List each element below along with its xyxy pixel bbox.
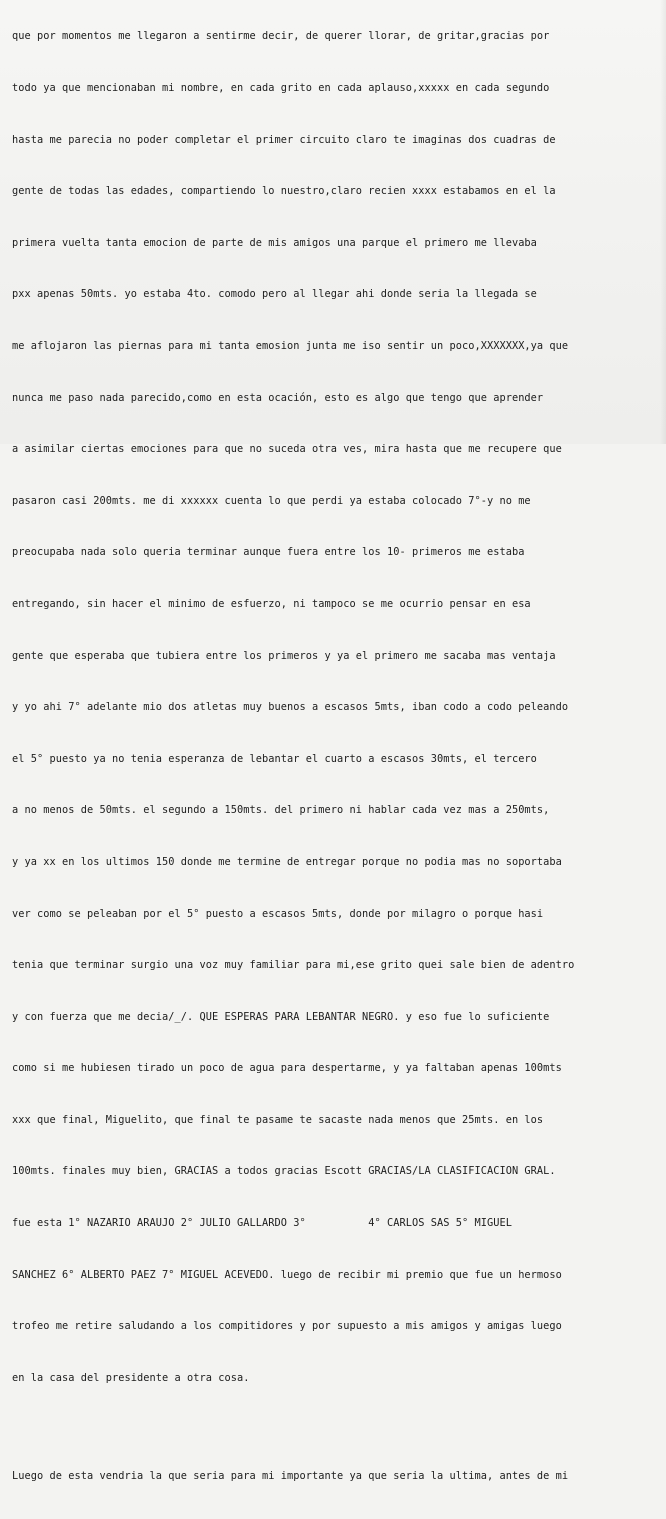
text-line: y yo ahi 7° adelante mio dos atletas muy buenos a escasos 5mts, iban codo a codo peleando <box>12 701 569 714</box>
text-line: y ya xx en los ultimos 150 donde me termine de entregar porque no podia mas no soportaba <box>12 855 562 868</box>
text-line: gente que esperaba que tubiera entre los primeros y ya el primero me sacaba mas ventaja <box>12 649 556 662</box>
text-line: pasaron casi 200mts. me di xxxxxx cuenta lo que perdi ya estaba colocado 7°-y no me <box>12 494 531 507</box>
text-line: Luego de esta vendria la que seria para mi importante ya que seria la ultima, antes de mi <box>12 1469 569 1482</box>
text-line: me aflojaron las piernas para mi tanta emosion junta me iso sentir un poco,XXXXXXX,ya que <box>12 339 569 352</box>
text-line: en la casa del presidente a otra cosa. <box>12 1371 250 1384</box>
text-line: que por momentos me llegaron a sentirme decir, de querer llorar, de gritar,gracias por <box>12 30 550 43</box>
text-line: como si me hubiesen tirado un poco de agua para despertarme, y ya faltaban apenas 100mts <box>12 1062 562 1075</box>
typewritten-text <box>12 0 662 1519</box>
text-line: trofeo me retire saludando a los compitidores y por supuesto a mis amigos y amigas luego <box>12 1320 562 1333</box>
text-line: y con fuerza que me decia/_/. QUE ESPERAS PARA LEBANTAR NEGRO. y eso fue lo suficiente <box>12 1010 550 1023</box>
text-line: ver como se peleaban por el 5° puesto a escasos 5mts, donde por milagro o porque hasi <box>12 907 544 920</box>
text-line: tenia que terminar surgio una voz muy familiar para mi,ese grito quei sale bien de adentro <box>12 959 575 972</box>
text-line: el 5° puesto ya no tenia esperanza de lebantar el cuarto a escasos 30mts, el tercero <box>12 752 537 765</box>
text-line: todo ya que mencionaban mi nombre, en cada grito en cada aplauso,xxxxx en cada segundo <box>12 82 550 94</box>
text-line: SANCHEZ 6° ALBERTO PAEZ 7° MIGUEL ACEVEDO. luego de recibir mi premio que fue un hermoso <box>12 1268 562 1281</box>
text-line: 100mts. finales muy bien, GRACIAS a todos gracias Escott GRACIAS/LA CLASIFICACION GRAL. <box>12 1165 556 1178</box>
paragraph-gap <box>12 1421 662 1433</box>
page-edge-shadow <box>660 0 666 444</box>
text-line: pxx apenas 50mts. yo estaba 4to. comodo pero al llegar ahi donde seria la llegada se <box>12 288 537 301</box>
text-line: gente de todas las edades, compartiendo lo nuestro,claro recien xxxx estabamos en el la <box>12 185 556 198</box>
text-line: nunca me paso nada parecido,como en esta ocación, esto es algo que tengo que aprender <box>12 391 544 404</box>
text-line: primera vuelta tanta emocion de parte de mis amigos una parque el primero me llevaba <box>12 236 537 249</box>
text-line: preocupaba nada solo queria terminar aunque fuera entre los 10- primeros me estaba <box>12 546 525 559</box>
text-line: entregando, sin hacer el minimo de esfuerzo, ni tampoco se me ocurrio pensar en esa <box>12 597 531 610</box>
text-line: a no menos de 50mts. el segundo a 150mts. del primero ni hablar cada vez mas a 250mts, <box>12 804 550 817</box>
text-line: hasta me parecia no poder completar el primer circuito claro te imaginas dos cuadras de <box>12 133 556 146</box>
text-line: a asimilar ciertas emociones para que no suceda otra ves, mira hasta que me recupere que <box>12 443 562 456</box>
text-line: fue esta 1° NAZARIO ARAUJO 2° JULIO GALLARDO 3° 4° CARLOS SAS 5° MIGUEL <box>12 1217 512 1230</box>
text-line: xxx que final, Miguelito, que final te pasame te sacaste nada menos que 25mts. en los <box>12 1113 544 1126</box>
